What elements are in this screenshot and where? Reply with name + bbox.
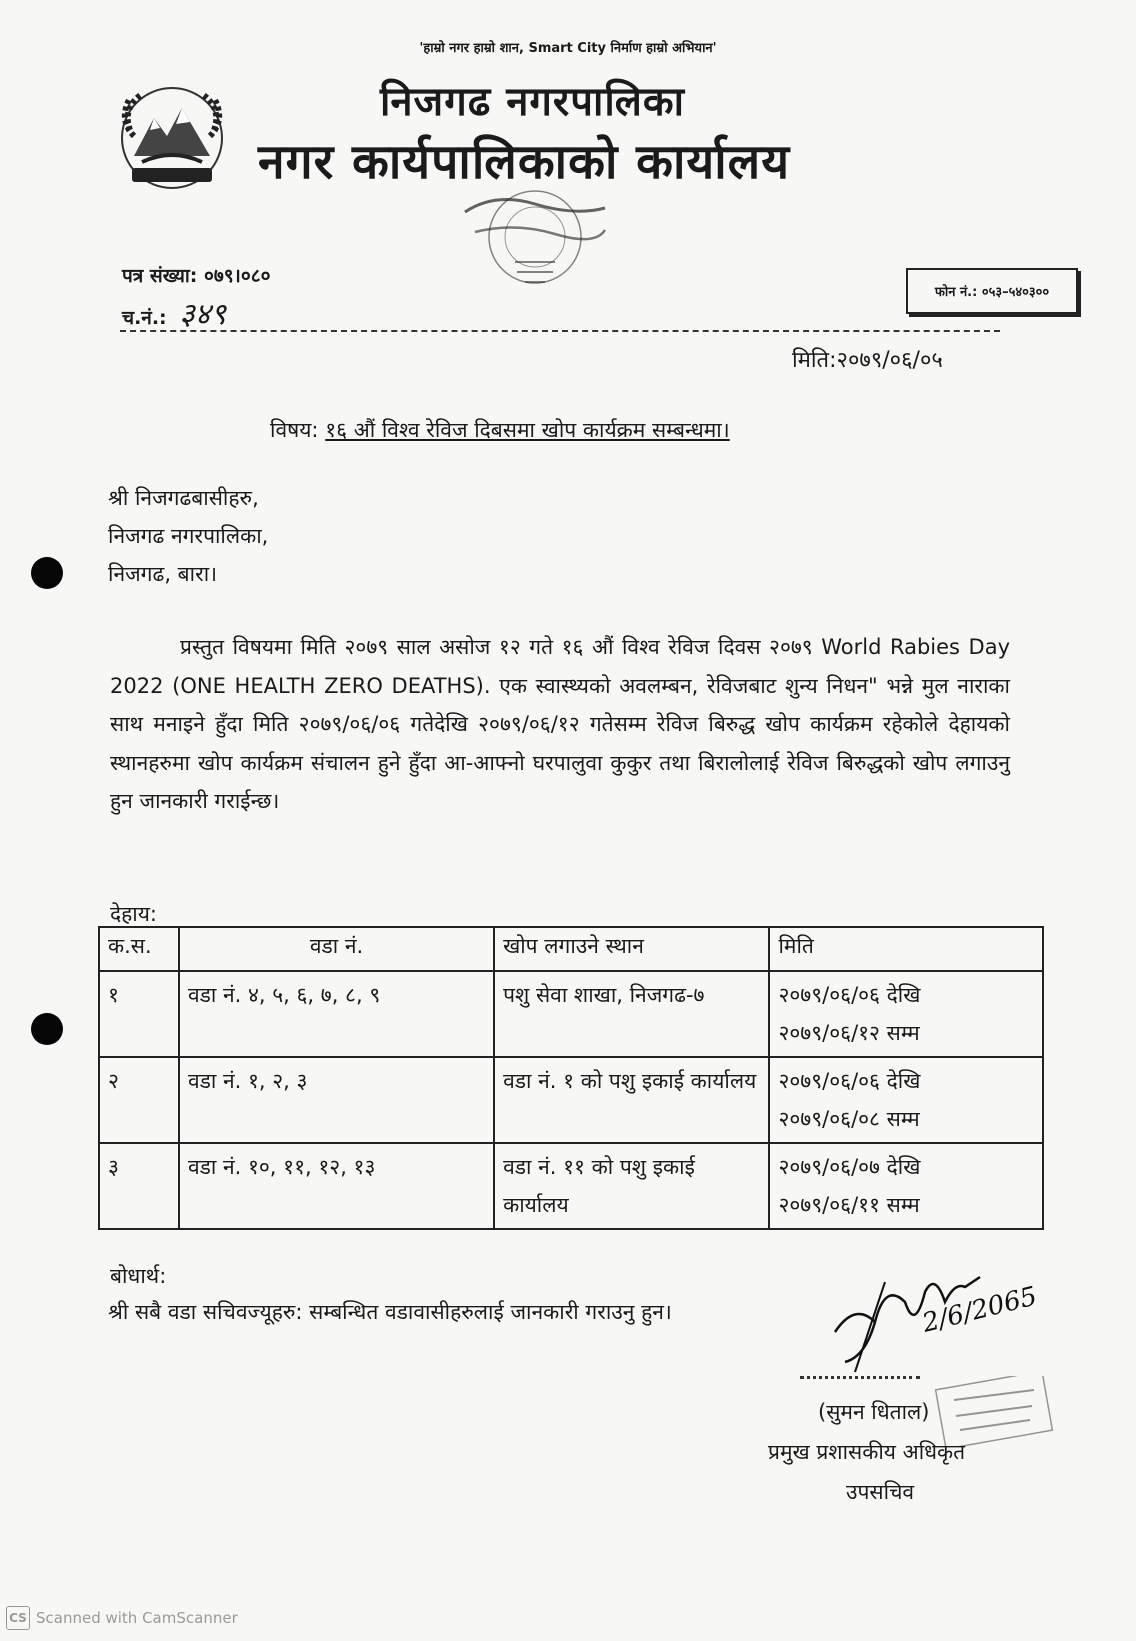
- table-row: [99, 1143, 1043, 1229]
- cell-ward: वडा नं. १, २, ३: [179, 1057, 494, 1143]
- subject-text: १६ औं विश्व रेविज दिबसमा खोप कार्यक्रम सम्बन्धमा।: [325, 418, 730, 442]
- signature-line: [800, 1376, 920, 1379]
- slogan: 'हाम्रो नगर हाम्रो शान, Smart City निर्माण हाम्रो अभियान': [419, 41, 717, 56]
- camscanner-icon: CS: [6, 1606, 30, 1630]
- scanner-watermark: [6, 1606, 238, 1630]
- date-from: २०७९/०६/०६ देखि: [778, 983, 921, 1007]
- header-place: खोप लगाउने स्थान: [494, 927, 769, 971]
- punch-hole-icon: [31, 1013, 63, 1045]
- letter-date: मिति:२०७९/०६/०५: [792, 348, 943, 373]
- cell-place: वडा नं. ११ को पशु इकाई कार्यालय: [494, 1143, 769, 1229]
- date-to: २०७९/०६/०८ सम्म: [778, 1107, 920, 1131]
- header-ward: वडा नं.: [179, 927, 494, 971]
- header-date: मिति: [769, 927, 1043, 971]
- signatory-subtitle: उपसचिव: [846, 1480, 915, 1504]
- office-stamp-icon: [455, 182, 615, 302]
- date-to: २०७९/०६/११ सम्म: [778, 1193, 920, 1217]
- cell-ward: वडा नं. ४, ५, ६, ७, ८, ९: [179, 971, 494, 1057]
- watermark-text: Scanned with CamScanner: [36, 1609, 238, 1627]
- header-separator: [120, 330, 1000, 332]
- phone-box: फोन नं.: ०५३–५४०३००: [906, 268, 1078, 314]
- date-from: २०७९/०६/०७ देखि: [778, 1155, 921, 1179]
- municipality-name: निजगढ नगरपालिका: [380, 79, 685, 125]
- dispatch-number: [122, 292, 226, 333]
- municipality-emblem-icon: [112, 78, 232, 196]
- handwritten-date: 2/6/2065: [919, 1281, 1041, 1339]
- letter-number-label: पत्र संख्या:: [122, 265, 198, 287]
- cell-date: [769, 1057, 1043, 1143]
- letter-number: [122, 262, 271, 288]
- subject-label: विषय:: [270, 418, 319, 442]
- dispatch-number-value: ३४९: [179, 297, 227, 332]
- signatory-name: (सुमन धिताल): [818, 1400, 930, 1424]
- letter-number-value: ०७९।०८०: [204, 265, 271, 287]
- cell-place: पशु सेवा शाखा, निजगढ-७: [494, 971, 769, 1057]
- signatory-title: प्रमुख प्रशासकीय अधिकृत: [768, 1440, 966, 1464]
- schedule-label: देहाय:: [110, 902, 157, 926]
- cc-label: बोधार्थ:: [110, 1264, 167, 1288]
- dispatch-number-label: च.नं.:: [122, 307, 167, 329]
- handwritten-signature-icon: [815, 1262, 1065, 1382]
- vaccination-schedule-table: [98, 926, 1044, 1230]
- subject-line: [270, 416, 730, 444]
- table-header-row: [99, 927, 1043, 971]
- punch-hole-icon: [31, 557, 63, 589]
- office-name: नगर कार्यपालिकाको कार्यालय: [258, 134, 791, 190]
- addressee-line-3: निजगढ, बारा।: [108, 562, 218, 586]
- cell-ward: वडा नं. १०, ११, १२, १३: [179, 1143, 494, 1229]
- cell-sn: २: [99, 1057, 179, 1143]
- cell-date: [769, 1143, 1043, 1229]
- addressee-line-1: श्री निजगढबासीहरु,: [108, 486, 259, 510]
- cell-date: [769, 971, 1043, 1057]
- addressee-line-2: निजगढ नगरपालिका,: [108, 524, 269, 548]
- table-row: [99, 971, 1043, 1057]
- body-text: प्रस्तुत विषयमा मिति २०७९ साल असोज १२ गते १६ औं विश्व रेविज दिवस २०७९ World Rabies Day 2022 (ONE HEALTH ZERO DEATHS). एक स्वास्थ्यको अवलम्बन, रेविजबाट शुन्य निधन" भन्ने मुल नाराका साथ मनाइने हुँदा मिति २०७९/०६/०६ गतेदेखि २०७९/०६/१२ गतेसम्म रेविज बिरुद्ध खोप कार्यक्रम रहेकोले देहायको स्थानहरुमा खोप कार्यक्रम संचालन हुने हुँदा आ-आफ्नो घरपालुवा कुकुर तथा बिरालोलाई रेविज बिरुद्धको खोप लगाउनु हुन जानकारी गराईन्छ।: [110, 635, 1010, 813]
- cell-sn: ३: [99, 1143, 179, 1229]
- cell-sn: १: [99, 971, 179, 1057]
- cc-text: श्री सबै वडा सचिवज्यूहरु: सम्बन्धित वडावासीहरुलाई जानकारी गराउनु हुन।: [108, 1300, 672, 1324]
- cell-place: वडा नं. १ को पशु इकाई कार्यालय: [494, 1057, 769, 1143]
- table-row: [99, 1057, 1043, 1143]
- date-to: २०७९/०६/१२ सम्म: [778, 1021, 920, 1045]
- date-from: २०७९/०६/०६ देखि: [778, 1069, 921, 1093]
- body-paragraph: [110, 628, 1010, 821]
- header-sn: क.स.: [99, 927, 179, 971]
- officer-stamp-icon: [934, 1376, 1054, 1446]
